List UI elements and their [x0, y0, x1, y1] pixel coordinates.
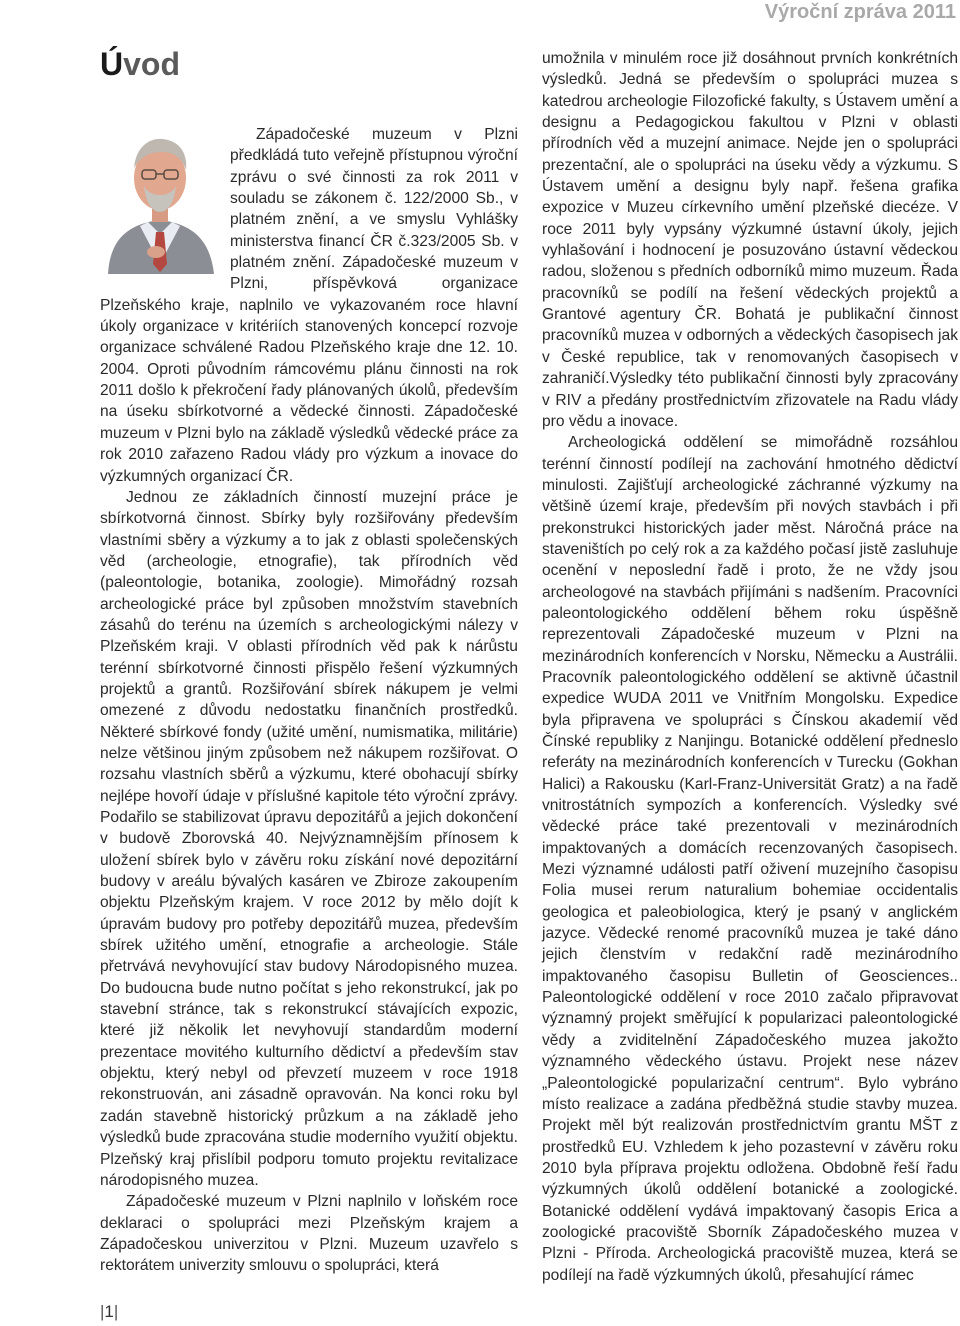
report-title: Výroční zpráva 2011: [764, 1, 956, 23]
right-column: [542, 48, 958, 1286]
collections-paragraph: Jednou ze základních činností muzejní práce je sbírkotvorná činnost. Sbírky byly rozšiřovány především vlastními sběry a výzkumy a to jak z oblasti společenských věd (archeologie, etnografie), tak přírodních věd (paleontologie, botanika, zoologie). Mimořádný rozsah archeologické práce byl způsoben množstvím stavebních zásahů do terénu na územích s archeologickými nálezy v Plzeňském kraji. V oblasti přírodních věd pak k nárůstu terénní sbírkotvorné činnosti přispělo řešení výzkumných projektů a grantů. Rozšiřování sbírek nákupem je velmi omezené z důvodu nedostatku finančních prostředků. Některé sbírkové fondy (užité umění, numismatika, militárie) nelze většinou jiným způsobem než nákupem rozšiřovat. O rozsahu vlastních sběrů a výzkumu, které obohacují sbírky nejlépe hovoří údaje v příslušné kapitole této výroční zprávy. Podařilo se stabilizovat úpravu depozitářů a jejich dokončení v budově Zborovská 40. Nejvýznamnějším přínosem k uložení sbírek bylo v závěru roku získání nové depozitární budovy v areálu bývalých kasáren ve Zbiroze zakoupením objektu Plzeňským krajem. V roce 2012 by mělo dojít k úpravám budovy pro potřeby depozitářů muzea, především sbírek užitého umění, etnografie a archeologie. Stále přetrvává nevyhovující stav budovy Národopisného muzea. Do budoucna bude nutno počítat s jeho rekonstrukcí, jak po stavební stránce, tak s rekonstrukcí stávajících expozic, které již několik let nevyhovují standardům moderní prezentace movitého kulturního dědictví a především stav objektu, který nebyl od převzetí muzeem v roce 1918 rekonstruován, ani zásadně opravován. Na konci roku byl zadán stavebně historický průzkum a na základě jeho výsledků bude zpracována studie moderního využití objektu. Plzeňský kraj přislíbil podporu tomuto projektu revitalizace národopisného muzea.: [100, 488, 518, 1189]
section-title-initial: Ú: [100, 46, 124, 82]
section-title: [100, 44, 180, 84]
page-number-bar-right: |: [113, 1302, 119, 1321]
section-title-rest: vod: [123, 46, 180, 82]
page-number-bar-left: |: [100, 1302, 105, 1321]
research-paragraph: umožnila v minulém roce již dosáhnout prvních konkrétních výsledků. Jedná se především o spolupráci muzea s katedrou archeologie Filozofické fakulty, s Ústavem umění a designu a Pedagogickou fakultou v Plzni v oblasti přírodních věd a muzejní animace. Nejde jen o spolupráci prezentační, ale o spolupráci na úseku vědy a výzkumu. S Ústavem umění a designu byly např. řešena grafika expozice v Muzeu církevního umění plzeňské diecéze. V roce 2011 byly vypsány výzkumné ústavní úkoly, jejich vyhlašování i hodnocení je posuzováno ústavní vědeckou radou, složenou s předních odborníků mimo muzeum. Řada pracovníků se podílí na řešení vědeckých projektů a Grantové agentury ČR. Bohatá je publikační činnost pracovníků muzea v odborných a vědeckých časopisech jak v České republice, tak v renomovaných časopisech v zahraničí.Výsledky této publikační činnosti byly zpracovány v RIV a předány prostřednictvím zřizovatele na Radu vlády pro vědu a inovace.: [542, 50, 958, 430]
intro-text: Západočeské muzeum v Plzni předkládá tuto veřejně přístupnou výroční zprávu o své činnosti za rok 2011 v souladu se zákonem č. 122/2000 Sb., v platném znění, a ve smyslu Vyhlášky ministerstva financí ČR č.323/2005 Sb. v platném znění. Západočeské muzeum v Plzni, příspěvková organizace Plzeňského kraje, naplnilo ve vykazovaném roce hlavní úkoly organizace v kritériích stanovených koncepcí rozvoje organizace schválené Radou Plzeňského kraje dne 12. 10. 2004. Oproti původním rámcovému plánu činnosti na rok 2011 došlo k překročení řady plánovaných úkolů, především na úseku sbírkotvorné a vědecké činnosti. Západočeské muzeum v Plzni bylo na základě výsledků vědecké práce za rok 2010 zařazeno Radou vlády pro výzkum a inovace do výzkumných organizací ČR.: [100, 126, 518, 485]
university-cooperation-paragraph: Západočeské muzeum v Plzni naplnilo v loňském roce deklaraci o spolupráci mezi Plzeňským krajem a Západočeskou univerzitou v Plzni. Muzeum uzavřelo s rektorátem univerzity smlouvu o spolupráci, která: [100, 1193, 518, 1275]
page-number-value: 1: [104, 1302, 114, 1321]
director-portrait-photo: [100, 124, 220, 274]
left-column: [100, 124, 518, 1277]
departments-paragraph: Archeologická oddělení se mimořádně rozsáhlou terénní činností podílejí na zachování hmotného dědictví minulosti. Zajišťují archeologické záchranné výzkumy na většině území kraje, především při nových stavbách i při prekonstrukci historických jader měst. Náročná práce na staveništích po celý rok a za každého počasí jistě zasluhuje ocenění v neposlední řadě i proto, že ne vždy jsou archeologové na stavbách přijímáni s nadšením. Pracovníci paleontologického oddělení během roku úspěšně reprezentovali Západočeské muzeum v Plzni na mezinárodních konferencích v Norsku, Německu a Austrálii. Pracovník paleontologického oddělení se aktivně účastnil expedice WUDA 2011 ve Vnitřním Mongolsku. Expedice byla připravena ve spolupráci s Čínskou akademií věd Čínské republiky z Nanjingu. Botanické oddělení předneslo referáty na mezinárodních konferencích v Turecku (Gokhan Halici) a Rakousku (Karl-Franz-Universität Gratz) a na řadě vnitrostátních sympozích a konferencích. Výsledky své vědecké práce také prezentovali v mezinárodních impaktovaných a domácích recenzovaných časopisech. Mezi významné události patří oživení muzejního časopisu Folia musei rerum naturalium bohemiae occidentalis geologica et paleobiologica, který je psaný v anglickém jazyce. Vědecké renomé pracovníků muzea je také dáno jejich členstvím v redakční radě mezinárodního impaktovaného časopisu Bulletin of Geosciences.. Paleontologické oddělení v roce 2010 začalo připravovat významný projekt směřující k popularizaci paleontologické vědy a zviditelnění Západočeského muzea jakožto významného vědeckého ústavu. Projekt nese název „Paleontologické popularizační centrum“. Bylo vybráno místo realizace a zadána předběžná studie stavby muzea. Projekt měl být realizován prostřednictvím grantu MŠT z prostředků EU. Vzhledem k jeho pozastevní v závěru roku 2010 byla příprava projektu odložena. Obdobně řeší řadu výzkumných úkolů oddělení botanické a zoologické. Botanické oddělení vydává impaktovaný časopis Erica a zoologické pracoviště Sborník Západočeského muzea v Plzni - Příroda. Archeologická pracoviště muzea, která se podílejí na řadě výzkumných úkolů, přesahující rámec: [542, 434, 958, 1284]
page-number: [100, 1301, 118, 1323]
intro-paragraph: [100, 124, 518, 487]
